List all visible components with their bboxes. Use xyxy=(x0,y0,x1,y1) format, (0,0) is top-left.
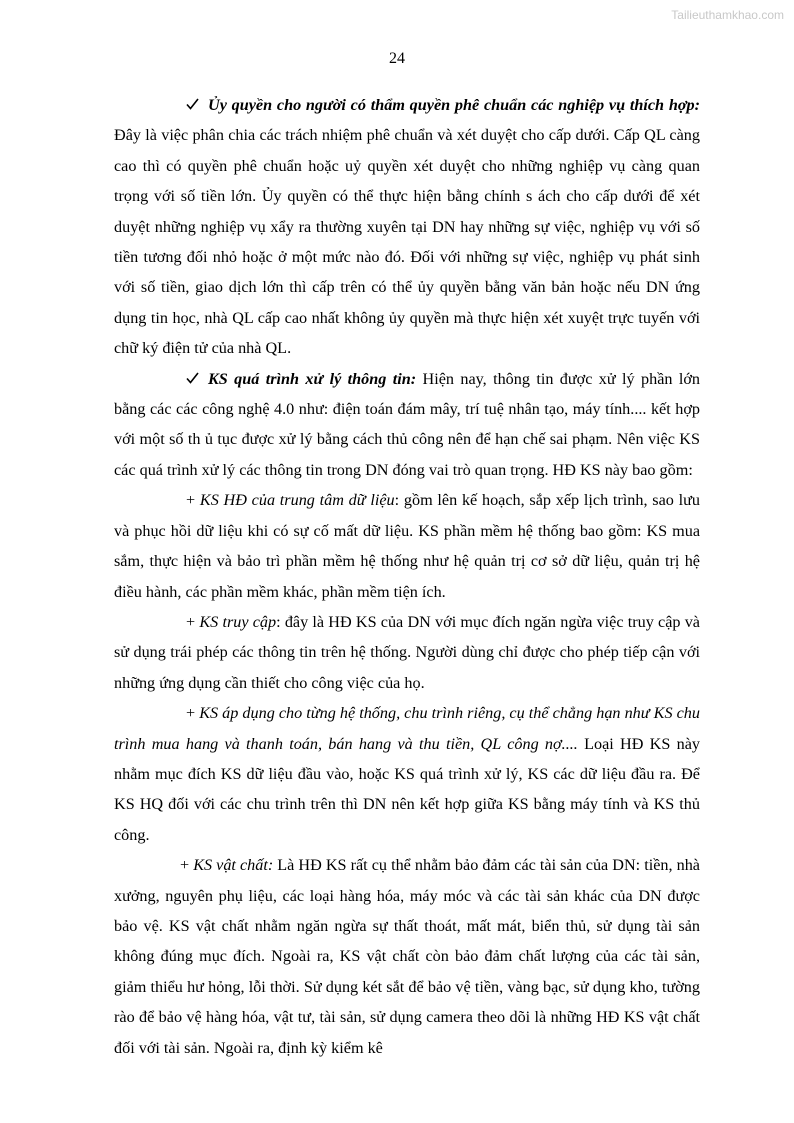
bullet-prefix: + xyxy=(186,491,200,510)
paragraph-lead: KS HĐ của trung tâm dữ liệu xyxy=(199,491,395,510)
document-body xyxy=(114,90,700,1063)
paragraph-access-control xyxy=(114,607,700,698)
paragraph-lead: KS truy cập xyxy=(199,612,277,631)
bullet-prefix: + xyxy=(186,612,200,631)
checkmark-icon xyxy=(186,364,200,394)
paragraph-text: : đây là HĐ KS của DN với mục đích ngăn ngừa việc truy cập và sử dụng trái phép các thông tin trên hệ thống. Người dùng chỉ được cho phép tiếp cận với những ứng dụng cần thiết cho công việc của họ. xyxy=(114,612,700,692)
watermark: Tailieuthamkhao.com xyxy=(671,8,784,22)
paragraph-lead: KS vật chất: xyxy=(193,856,274,875)
paragraph-physical-controls xyxy=(114,850,700,1063)
paragraph-lead: KS quá trình xử lý thông tin: xyxy=(208,369,417,388)
page-number: 24 xyxy=(389,50,405,67)
checkmark-icon xyxy=(186,90,200,120)
paragraph-data-center xyxy=(114,485,700,607)
bullet-prefix: + xyxy=(186,704,200,723)
paragraph-text: : gồm lên kế hoạch, sắp xếp lịch trình, sao lưu và phục hồi dữ liệu khi có sự cố mất dữ liệu. KS phần mềm hệ thống bao gồm: KS mua sắm, thực hiện và bảo trì phần mềm hệ thống như hệ quản trị cơ sở dữ liệu, quản trị hệ điều hành, các phần mềm khác, phần mềm tiện ích. xyxy=(114,491,700,601)
paragraph-info-processing xyxy=(114,364,700,486)
paragraph-lead: KS áp dụng cho từng hệ thống, chu trình riêng, cụ thể chẳng hạn như KS chu trình mua hang và thanh toán, bán hang và thu tiền, QL công nợ.... xyxy=(114,704,700,753)
paragraph-text: Là HĐ KS rất cụ thể nhằm bảo đảm các tài sản của DN: tiền, nhà xưởng, nguyên phụ liệu, các loại hàng hóa, máy móc và các tài sản khác của DN được bảo vệ. KS vật chất nhằm ngăn ngừa sự thất thoát, mất mát, biển thủ, sử dụng tài sản không đúng mục đích. Ngoài ra, KS vật chất còn bảo đảm chất lượng của các tài sản, giảm thiểu hư hỏng, lỗi thời. Sử dụng két sắt để bảo vệ tiền, vàng bạc, sử dụng kho, tường rào để bảo vệ hàng hóa, vật tư, tài sản, sử dụng camera theo dõi là những HĐ KS vật chất đối với tài sản. Ngoài ra, định kỳ kiểm kê xyxy=(114,856,700,1057)
paragraph-text: Đây là việc phân chia các trách nhiệm phê chuẩn và xét duyệt cho cấp dưới. Cấp QL càng cao thì có quyền phê chuẩn hoặc uỷ quyền xét duyệt cho những nghiệp vụ càng quan trọng với số tiền lớn. Ủy quyền có thể thực hiện bằng chính s ách cho cấp dưới để xét duyệt những nghiệp vụ xẩy ra thường xuyên tại DN hay những sự việc, nghiệp vụ với số tiền tương đối nhỏ hoặc ở một mức nào đó. Đối với những sự việc, nghiệp vụ phát sinh với số tiền, giao dịch lớn thì cấp trên có thể ủy quyền bằng văn bản hoặc nếu DN ứng dụng tin học, nhà QL cấp cao nhất không ủy quyền mà thực hiện xét xuyệt trực tuyến với chữ ký điện tử của nhà QL. xyxy=(114,126,700,358)
paragraph-lead: Ủy quyền cho người có thẩm quyền phê chuẩn các nghiệp vụ thích hợp: xyxy=(208,96,700,114)
paragraph-authorization xyxy=(114,90,700,364)
bullet-prefix: + xyxy=(180,856,194,875)
paragraph-text: Loại HĐ KS này nhằm mục đích KS dữ liệu đầu vào, hoặc KS quá trình xử lý, KS các dữ liệu đầu ra. Để KS HQ đối với các chu trình trên thì DN nên kết hợp giữa KS bằng máy tính và KS thủ công. xyxy=(114,734,701,844)
paragraph-cycle-controls xyxy=(114,698,700,850)
paragraph-text: Hiện nay, thông tin được xử lý phần lớn bằng các các công nghệ 4.0 như: điện toán đám mây, trí tuệ nhân tạo, máy tính.... kết hợp với một số th ủ tục được xử lý bằng cách thủ công nên để hạn chế sai phạm. Nên việc KS các quá trình xử lý các thông tin trong DN đóng vai trò quan trọng. HĐ KS này bao gồm: xyxy=(114,369,701,479)
